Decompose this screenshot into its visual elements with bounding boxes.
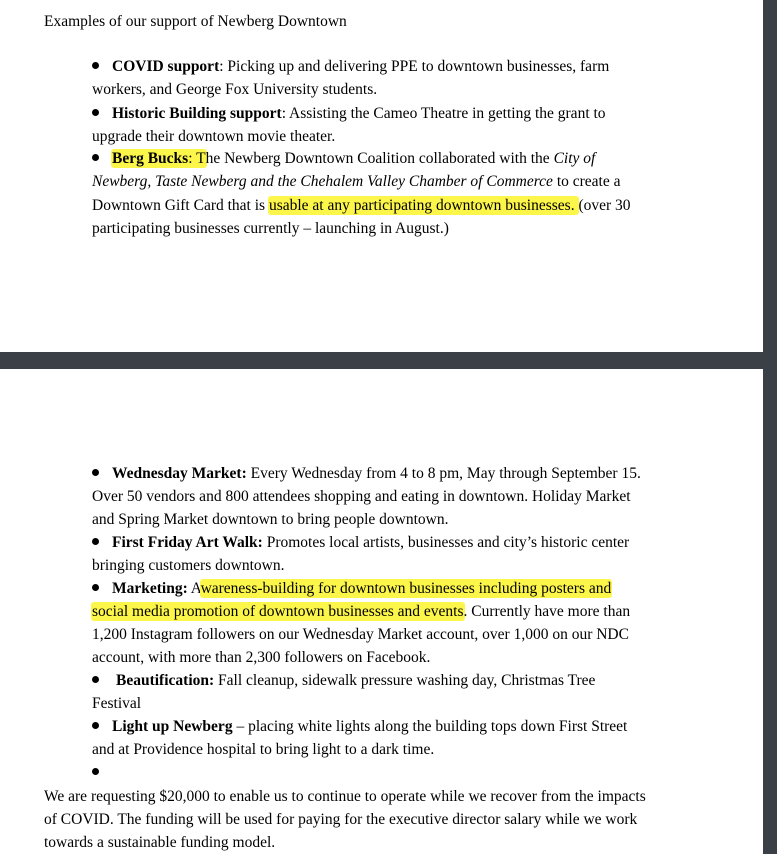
bullet-icon xyxy=(92,584,99,591)
bullet-wednesday-line3: and Spring Market downtown to bring people downtown. xyxy=(92,511,449,528)
document-page-1 xyxy=(0,0,763,352)
document-page-2 xyxy=(0,369,763,854)
bullet-icon xyxy=(92,676,99,683)
bullet-marketing-line3: 1,200 Instagram followers on our Wednesday Market account, over 1,000 on our NDC xyxy=(92,626,629,643)
page-gap xyxy=(0,352,777,369)
bullet-berg-line1: Berg Bucks: The Newberg Downtown Coalition collaborated with the City of xyxy=(92,147,595,170)
bullet-icon xyxy=(92,109,99,116)
bullet-berg-line3: Downtown Gift Card that is usable at any participating downtown businesses. (over 30 xyxy=(92,197,631,214)
bullet-icon xyxy=(92,62,99,69)
bullet-icon xyxy=(92,469,99,476)
bullet-beautification-line1: Beautification: Fall cleanup, sidewalk pressure washing day, Christmas Tree xyxy=(92,669,595,692)
covid-title: COVID support xyxy=(112,58,220,75)
bullet-wednesday-line2: Over 50 vendors and 800 attendees shopping and eating in downtown. Holiday Market xyxy=(92,488,631,505)
request-line1: We are requesting $20,000 to enable us to continue to operate while we recover from the impacts xyxy=(44,788,646,805)
historic-title: Historic Building support xyxy=(112,105,282,122)
friday-title: First Friday Art Walk: xyxy=(112,534,263,551)
lightup-title: Light up Newberg xyxy=(112,718,233,735)
bullet-marketing-line2: social media promotion of downtown businesses and events. Currently have more than xyxy=(92,603,631,620)
berg-title-highlight: Berg Bucks: T xyxy=(112,150,206,167)
berg-title: Berg Bucks xyxy=(112,150,189,167)
beautification-title: Beautification: xyxy=(116,672,215,689)
bullet-icon xyxy=(92,538,99,545)
bullet-berg-line4: participating businesses currently – launching in August.) xyxy=(92,220,449,237)
bullet-icon xyxy=(92,768,99,775)
bullet-marketing-line1: Marketing: Awareness-building for downtown businesses including posters and xyxy=(92,577,611,600)
bullet-wednesday-line1: Wednesday Market: Every Wednesday from 4 to 8 pm, May through September 15. xyxy=(92,462,641,485)
bullet-historic-line2: upgrade their downtown movie theater. xyxy=(92,128,336,145)
bullet-covid-line2: workers, and George Fox University students. xyxy=(92,81,378,98)
wednesday-title: Wednesday Market: xyxy=(112,465,247,482)
page-heading: Examples of our support of Newberg Downtown xyxy=(44,13,347,30)
bullet-lightup-line1: Light up Newberg – placing white lights along the building tops down First Street xyxy=(92,715,627,738)
berg-highlight: usable at any participating downtown businesses. xyxy=(268,197,579,214)
marketing-title: Marketing: xyxy=(112,580,188,597)
bullet-beautification-line2: Festival xyxy=(92,695,142,712)
bullet-marketing-line4: account, with more than 2,300 followers on Facebook. xyxy=(92,649,431,666)
bullet-covid-line1: COVID support: Picking up and delivering PPE to downtown businesses, farm xyxy=(92,55,609,78)
bullet-lightup-line2: and at Providence hospital to bring light to a dark time. xyxy=(92,741,435,758)
marketing-highlight-2: social media promotion of downtown businesses and events xyxy=(92,603,464,620)
viewer-scroll-gutter xyxy=(763,0,777,854)
marketing-highlight-1: wareness-building for downtown businesses including posters and xyxy=(200,580,612,597)
bullet-friday-line1: First Friday Art Walk: Promotes local artists, businesses and city’s historic center xyxy=(92,531,629,554)
bullet-berg-line2: Newberg, Taste Newberg and the Chehalem Valley Chamber of Commerce to create a xyxy=(92,173,621,190)
bullet-historic-line1: Historic Building support: Assisting the Cameo Theatre in getting the grant to xyxy=(92,102,606,125)
bullet-icon xyxy=(92,154,99,161)
bullet-icon xyxy=(92,722,99,729)
request-line3: towards a sustainable funding model. xyxy=(44,834,276,851)
bullet-empty xyxy=(92,761,112,784)
bullet-friday-line2: bringing customers downtown. xyxy=(92,557,285,574)
request-line2: of COVID. The funding will be used for paying for the executive director salary while we work xyxy=(44,811,638,828)
